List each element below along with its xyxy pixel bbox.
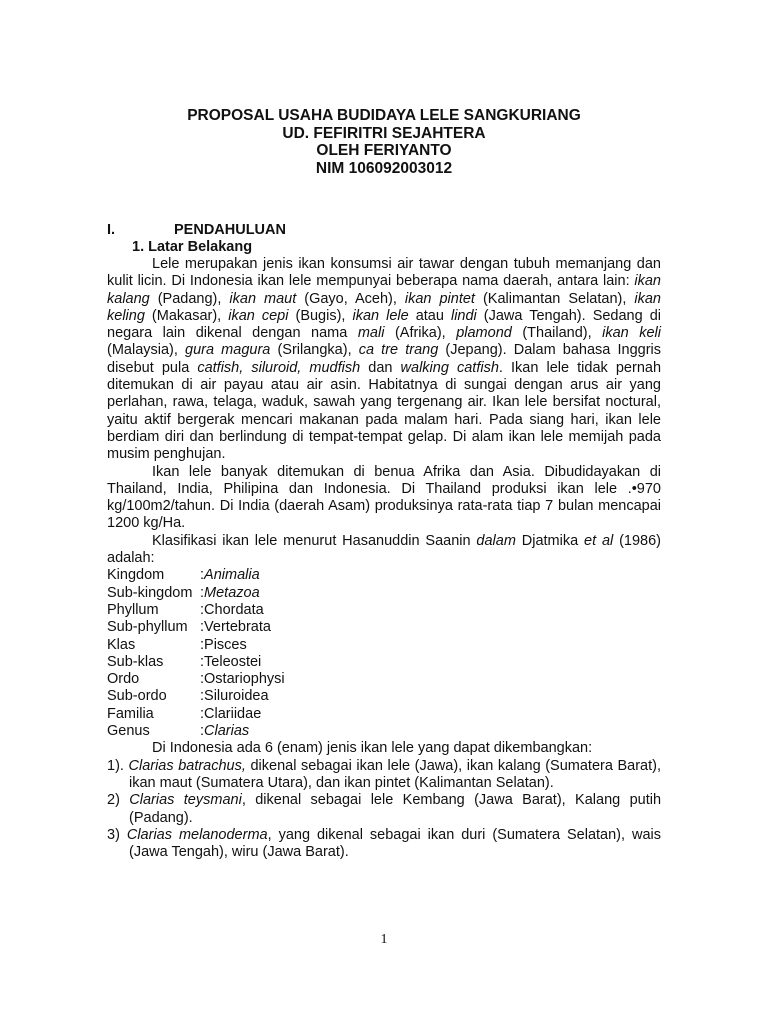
species-item: 3) Clarias melanoderma, yang dikenal sebagai ikan duri (Sumatera Selatan), wais (Jawa Tengah), wiru (Jawa Barat).	[107, 826, 662, 861]
title-line-4: NIM 106092003012	[315, 159, 453, 177]
subsection-heading: 1. Latar Belakang	[132, 239, 253, 255]
body-text	[107, 256, 661, 861]
title-line-3: OLEH FERIYANTO	[316, 142, 452, 159]
paragraph-1: Lele merupakan jenis ikan konsumsi air tawar dengan tubuh memanjang dan kulit licin. Di Indonesia ikan lele mempunyai beberapa nama daerah, antara lain: ikan kalang (Padang), ikan maut (Gayo, Aceh), ikan pintet (Kalimantan Selatan), ikan keling (Makasar), ikan cepi (Bugis), ikan lele atau lindi (Jawa Tengah). Sedang di negara lain dikenal dengan nama mali (Afrika), plamond (Thailand), ikan keli (Malaysia), gura magura (Srilangka), ca tre trang (Jepang). Dalam bahasa Inggris disebut pula catfish, siluroid, mudfish dan walking catfish. Ikan lele tidak pernah ditemukan di air payau atau air asin. Habitatnya di sungai dengan arus air yang perlahan, rawa, telaga, waduk, sawah yang tergenang air. Ikan lele bersifat noctural, yaitu aktif bergerak mencari makanan pada malam hari. Pada siang hari, ikan lele berdiam diri dan berlindung di tempat-tempat gelap. Di alam ikan lele memijah pada musim penghujan.	[107, 256, 662, 463]
classification-list	[107, 567, 661, 740]
paragraph-3: Klasifikasi ikan lele menurut Hasanuddin Saanin dalam Djatmika et al (1986) adalah:	[107, 532, 661, 567]
section-title: PENDAHULUAN	[174, 222, 286, 238]
species-item: 1). Clarias batrachus, dikenal sebagai ikan lele (Jawa), ikan kalang (Sumatera Barat), ikan maut (Sumatera Utara), dan ikan pintet (Kalimantan Selatan).	[107, 757, 662, 791]
classification-row: Klas : Pisces	[107, 636, 247, 653]
title-line-1: PROPOSAL USAHA BUDIDAYA LELE SANGKURIANG	[187, 107, 581, 124]
paragraph-4: Di Indonesia ada 6 (enam) jenis ikan lele yang dapat dikembangkan:	[152, 740, 593, 757]
page-number: 1	[380, 932, 388, 947]
species-item: 2) Clarias teysmani, dikenal sebagai lele Kembang (Jawa Barat), Kalang putih (Padang).	[107, 792, 662, 826]
classification-row: Sub-ordo : Siluroidea	[107, 688, 269, 705]
classification-row: Genus : Clarias	[107, 723, 250, 740]
classification-row: Sub-klas : Teleostei	[107, 653, 262, 670]
section-number: I.	[107, 222, 116, 238]
classification-row: Phyllum : Chordata	[107, 601, 264, 618]
classification-row: Familia : Clariidae	[107, 705, 262, 722]
title-line-2: UD. FEFIRITRI SEJAHTERA	[282, 124, 486, 142]
classification-row: Sub-kingdom : Metazoa	[107, 584, 260, 601]
classification-row: Sub-phyllum : Vertebrata	[107, 619, 271, 636]
document-title	[0, 107, 768, 177]
classification-row: Ordo : Ostariophysi	[107, 671, 285, 688]
classification-row: Kingdom : Animalia	[107, 567, 260, 584]
paragraph-2: Ikan lele banyak ditemukan di benua Afrika dan Asia. Dibudidayakan di Thailand, India, Philipina dan Indonesia. Di Thailand produksi ikan lele .•970 kg/100m2/tahun. Di India (daerah Asam) produksinya rata-rata tiap 7 bulan mencapai 1200 kg/Ha.	[107, 463, 661, 532]
